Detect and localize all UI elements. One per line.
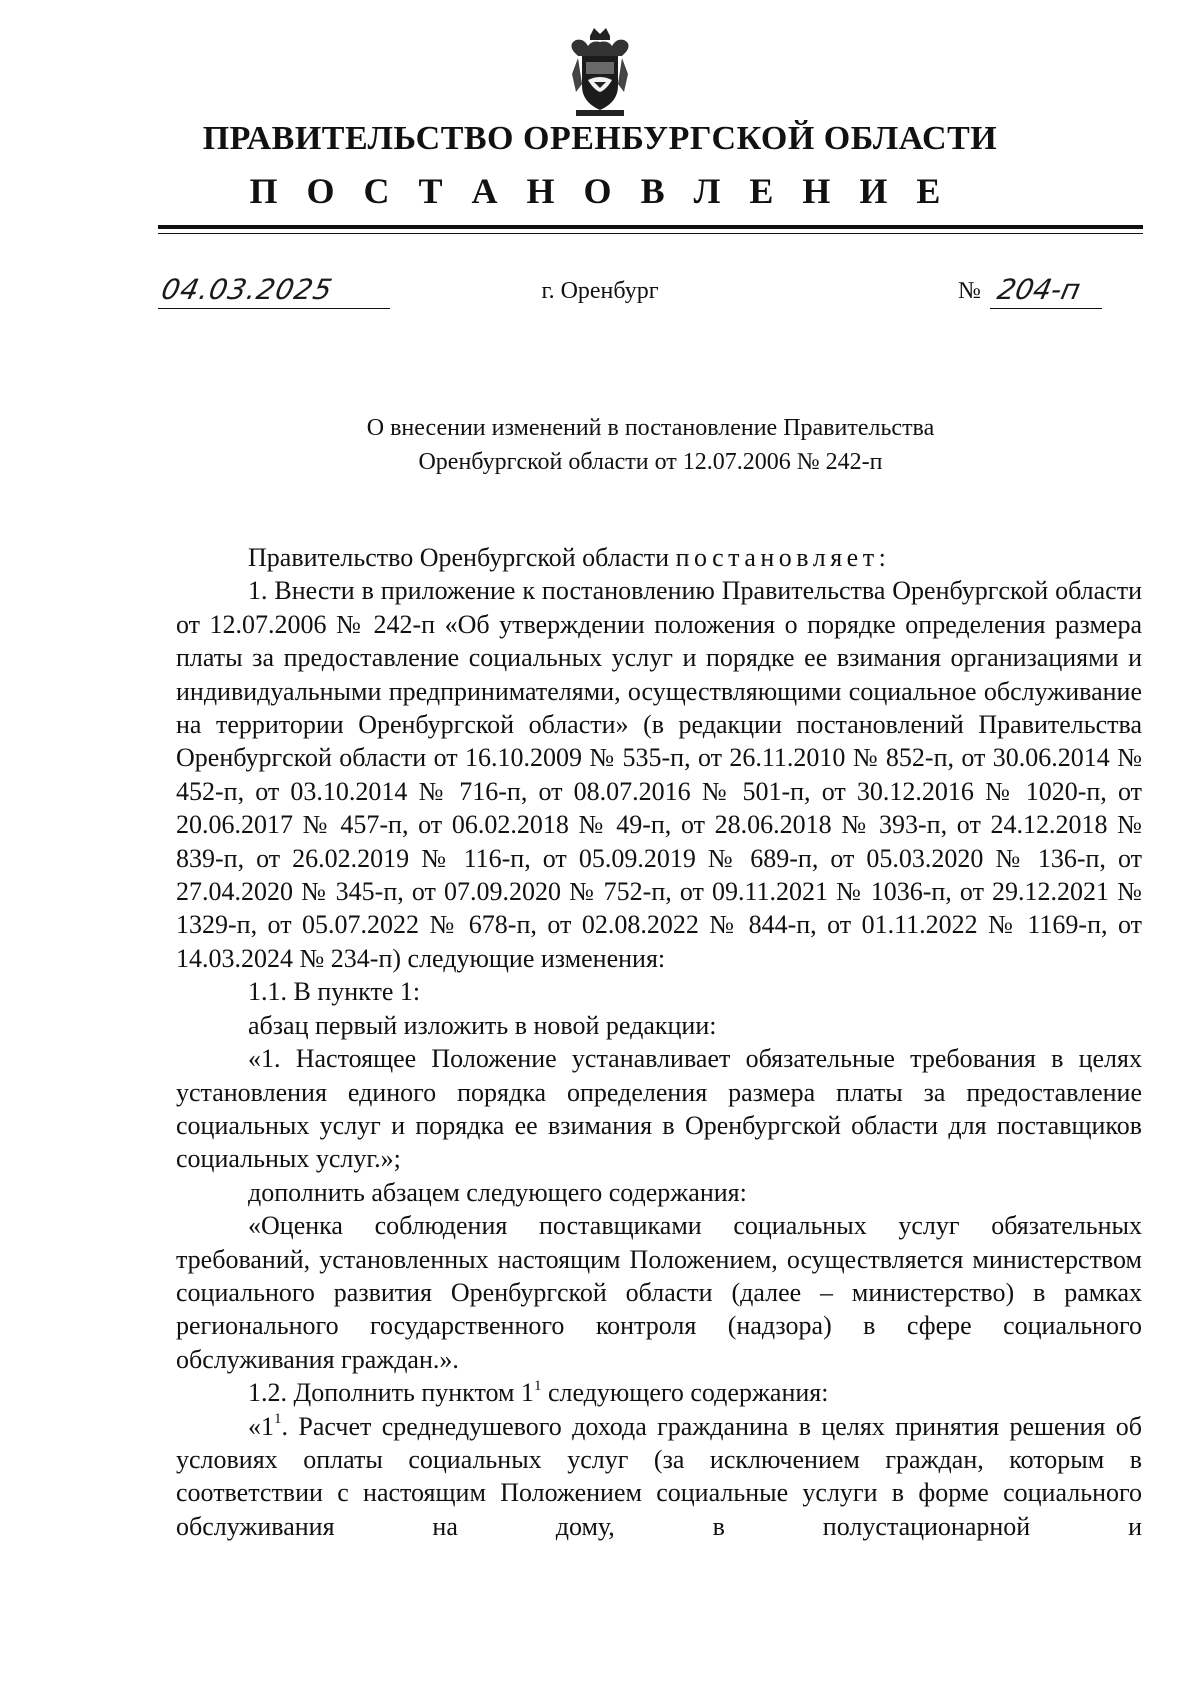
paragraph-1: 1. Внести в приложение к постановлению Правительства Оренбургской области от 12.07.2006 № 242-п «Об утверждении положения о порядке определения размера платы за предоставление социальных услуг и порядке ее взимания организациями и индивидуальными предпринимателями, осуществляющими социальное обслуживание на территории Оренбургской области» (в редакции постановлений Правительства Оренбургской области от 16.10.2009 № 535-п, от 26.11.2010 № 852-п, от 30.06.2014 № 452-п, от 03.10.2014 № 716-п, от 08.07.2016 № 501-п, от 30.12.2016 № 1020-п, от 20.06.2017 № 457-п, от 06.02.2018 № 49-п, от 28.06.2018 № 393-п, от 24.12.2018 № 839-п, от 26.02.2019 № 116-п, от 05.09.2019 № 689-п, от 05.03.2020 № 136-п, от 27.04.2020 № 345-п, от 07.09.2020 № 752-п, от 09.11.2021 № 1036-п, от 29.12.2021 № 1329-п, от 05.07.2022 № 678-п, от 02.08.2022 № 844-п, от 01.11.2022 № 1169-п, от 14.03.2024 № 234-п) следующие изменения:: [176, 576, 1142, 973]
p1-2-lead: 1.2. Дополнить пунктом 1: [248, 1378, 534, 1408]
number-field: [990, 270, 1102, 309]
intro-spaced: постановляет:: [675, 543, 891, 572]
paragraph-1-2: [176, 1376, 1142, 1409]
title-line-2: Оренбургской области от 12.07.2006 № 242-п: [418, 449, 883, 475]
quote-2: «Оценка соблюдения поставщиками социальных услуг обязательных требований, установленных настоящим Положением, осуществляется министерством социального развития Оренбургской области (далее – министерство) в рамках регионального государственного контроля (надзора) в сфере социального обслуживания граждан.».: [176, 1211, 1142, 1374]
p1-2-tail: следующего содержания:: [541, 1378, 829, 1408]
handwritten-number: 204-п: [994, 273, 1084, 306]
document-type: П О С Т А Н О В Л Е Н И Е: [249, 171, 951, 211]
quote-3-text: . Расчет среднедушевого дохода гражданина в целях принятия решения об условиях оплаты социальных услуг (за исключением граждан, которым в соответствии с настоящим Положением социальные услуги в форме социального обслуживания на дому, в полустационарной и: [176, 1411, 1142, 1541]
document-title: [158, 411, 1143, 479]
number-label: №: [958, 278, 981, 304]
p1-2-sup: 1: [533, 1377, 542, 1394]
quote-3: [176, 1410, 1142, 1544]
title-line-1: О внесении изменений в постановление Правительства: [366, 415, 935, 441]
quote-3-sup: 1: [274, 1410, 282, 1427]
intro-lead: Правительство Оренбургской области: [248, 543, 676, 572]
quote-3-lead: «1: [248, 1411, 274, 1441]
coat-of-arms-icon: [560, 22, 640, 122]
document-body: [176, 541, 1142, 1543]
city: г. Оренбург: [541, 278, 659, 304]
header-rule-thin: [158, 233, 1143, 234]
paragraph-abzac: абзац первый изложить в новой редакции:: [248, 1010, 717, 1040]
intro-paragraph: [176, 541, 1142, 574]
handwritten-date: 04.03.2025: [158, 273, 336, 306]
paragraph-dop: дополнить абзацем следующего содержания:: [248, 1177, 747, 1207]
paragraph-1-1: 1.1. В пункте 1:: [248, 977, 421, 1007]
quote-1: «1. Настоящее Положение устанавливает обязательные требования в целях установления единого порядка определения размера платы за предоставление социальных услуг и порядка ее взимания в Оренбургской области для поставщиков социальных услуг.»;: [176, 1044, 1142, 1174]
header-rule-thick: [158, 225, 1143, 229]
organization-name: ПРАВИТЕЛЬСТВО ОРЕНБУРГСКОЙ ОБЛАСТИ: [202, 120, 998, 157]
